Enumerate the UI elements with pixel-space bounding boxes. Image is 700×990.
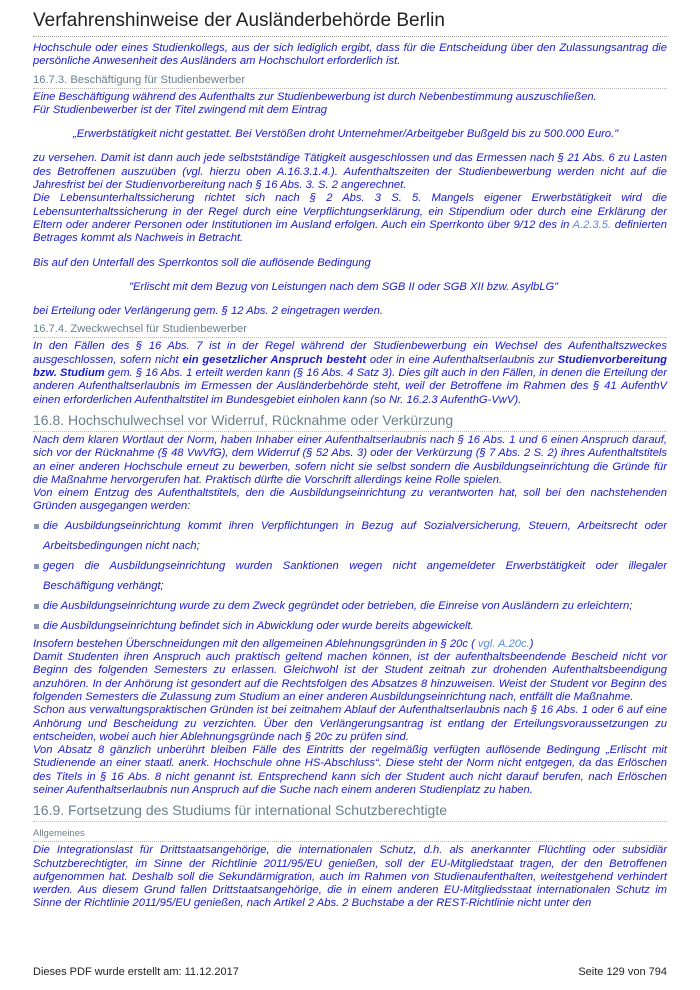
subsection-heading: Allgemeines xyxy=(33,828,667,842)
paragraph: Die Lebensunterhaltssicherung richtet sich nach § 2 Abs. 3 S. 5. Mangels eigener Erwerbstätigkeit wird die Lebensunterhaltssicherung in der Regel durch eine Verpflichtungserklärung, ein Stipendium oder durch eine Erklärung der Eltern oder anderer Personen oder Institutionen im Ausland erfolgen. Auch ein Sperrkonto über 9/12 des in A.2.3.5. definierten Betrages kommt als Nachweis in Betracht. xyxy=(33,192,667,245)
paragraph: Insofern bestehen Überschneidungen mit den allgemeinen Ablehnungsgründen in § 20c ( vgl. A.20c.) xyxy=(33,637,534,650)
paragraph: Damit Studenten ihren Anspruch auch praktisch geltend machen können, ist der aufenthaltsbeendende Bescheid nicht vor Beginn des folgenden Semesters zu erlassen. Gleichwohl ist der Student zeitnah zur drohenden Aufenthaltsbeendigung anzuhören. In der Anhörung ist gesondert auf die Rechtsfolgen des Absatzes 8 hinzuweisen. Weist der Student vor Beginn des folgenden Semesters die Zulassung zum Studium an einer anderen Ausbildungseinrichtung nach, entfällt die Maßnahme. xyxy=(33,651,667,703)
paragraph: In den Fällen des § 16 Abs. 7 ist in der Regel während der Studienbewerbung ein Wechsel des Aufenthaltszweckes ausgeschlossen, sofern nicht ein gesetzlicher Anspruch besteht oder in eine Aufenthaltserlaubnis zur Studienvorbereitung bzw. Studium gem. § 16 Abs. 1 erteilt werden kann (§ 16 Abs. 4 Satz 3). Dies gilt auch in den Fällen, in denen die Erteilung der anderen Aufenthaltserlaubnis im Ermessen der Ausländerbehörde steht, weil der Betroffene im Rahmen des § 41 AufenthV einen erforderlichen Aufenthaltstitel im Bundesgebiet einholen kann (so Nr. 16.2.3 AufenthG-VwV). xyxy=(33,340,668,406)
paragraph: zu versehen. Damit ist dann auch jede selbstständige Tätigkeit ausgeschlossen und das Ermessen nach § 21 Abs. 6 zu Lasten des Betroffenen auszuüben (vgl. hierzu oben A.16.3.1.4.). Aufenthaltszeiten der Studienbewerbung werden nicht auf die Jahresfrist bei der Studienvorbereitung nach § 16 Abs. 3. S. 2 angerechnet. xyxy=(33,152,667,192)
paragraph: Für Studienbewerber ist der Titel zwingend mit dem Eintrag xyxy=(33,103,328,116)
reference-link[interactable]: vgl. A.20c. xyxy=(477,637,530,650)
document-page xyxy=(33,10,667,911)
list-item: die Ausbildungseinrichtung befindet sich in Abwicklung oder wurde bereits abgewickelt. xyxy=(33,616,667,636)
paragraph: Die Integrationslast für Drittstaatsangehörige, die internationalen Schutz, d.h. als anerkannter Flüchtling oder subsidiär Schutzberechtigter, im Sinne der Richtlinie 2011/95/EU genießen, soll der EU-Mitgliedstaat tragen, der den Betroffenen aufgenommen hat. Deshalb soll die Sekundärmigration, auch im Rahmen von Studienaufenthalten, weitestgehend verhindert werden. Aus diesem Grund fallen Drittstaatsangehörige, die in einem anderen EU-Mitgliedsstaat internationalen Schutz im Sinne der Richtlinie 2011/95/EU genießen, nach Artikel 2 Abs. 2 Buchstabe a der REST-Richtlinie nicht unter den xyxy=(33,844,667,910)
paragraph: Eine Beschäftigung während des Aufenthalts zur Studienbewerbung ist durch Nebenbestimmung auszuschließen. xyxy=(33,90,597,103)
paragraph: Von Absatz 8 gänzlich unberührt bleiben Fälle des Eintritts der regelmäßig verfügten auflösende Bedingung „Erlischt mit Studienende an einer staatl. anerk. Hochschule ohne HS-Abschluss“. Diese steht der Norm nicht entgegen, da das Erlöschen des Titels in § 16 Abs. 8 nicht genannt ist. Entsprechend kann sich der Student auch nicht darauf berufen, nach Erlöschen seiner Aufenthaltserlaubnis nun Anspruch auf die Suche nach einem anderen Studienplatz zu haben. xyxy=(33,744,667,796)
bullet-list xyxy=(33,516,667,636)
paragraph: Nach dem klaren Wortlaut der Norm, haben Inhaber einer Aufenthaltserlaubnis nach § 16 Abs. 1 und 6 einen Anspruch darauf, sich vor der Rücknahme (§ 48 VwVfG), dem Widerruf (§ 52 Abs. 3) oder der Verkürzung (§ 7 Abs. 2 S. 2) ihres Aufenthaltstitels an einer anderen Hochschule erneut zu bewerben, sofern nicht sie selbst sondern die Ausbildungseinrichtung die Gründe für die Maßnahme hervorgerufen hat. Praktisch dürfte die Vorschrift allerdings keine Rolle spielen. xyxy=(33,433,667,486)
quote-block: "Erlischt mit dem Bezug von Leistungen nach dem SGB II oder SGB XII bzw. AsylbLG" xyxy=(129,280,559,293)
list-item: die Ausbildungseinrichtung kommt ihren Verpflichtungen in Bezug auf Sozialversicherung, Steuern, Arbeitsrecht oder Arbeitsbedingungen nicht nach; xyxy=(33,516,667,556)
page-number: Seite 129 von 794 xyxy=(578,966,667,978)
list-item: die Ausbildungseinrichtung wurde zu dem Zweck gegründet oder betrieben, die Einreise von Ausländern zu erleichtern; xyxy=(33,596,667,616)
section-heading-16-7-3: 16.7.3. Beschäftigung für Studienbewerber xyxy=(33,73,667,89)
paragraph: Schon aus verwaltungspraktischen Gründen ist bei zeitnahem Ablauf der Aufenthaltserlaubnis nach § 16 Abs. 1 oder 6 auf eine Anhörung und Bescheidung zu verzichten. Über den Verlängerungsantrag ist entlang der Erteilungsvoraussetzungen zu entscheiden, wobei auch hier Ablehnungsgründe nach § 20c zu prüfen sind. xyxy=(33,704,667,743)
paragraph: Von einem Entzug des Aufenthaltstitels, den die Ausbildungseinrichtung zu verantworten hat, soll bei den nachstehenden Gründen ausgegangen werden: xyxy=(33,487,667,513)
quote-block: „Erwerbstätigkeit nicht gestattet. Bei Verstößen droht Unternehmer/Arbeitgeber Bußgeld bis zu 500.000 Euro." xyxy=(73,128,619,141)
section-heading-16-8: 16.8. Hochschulwechsel vor Widerruf, Rücknahme oder Verkürzung xyxy=(33,411,667,432)
section-heading-16-7-4: 16.7.4. Zweckwechsel für Studienbewerber xyxy=(33,322,667,338)
page-title: Verfahrenshinweise der Ausländerbehörde Berlin xyxy=(33,10,667,37)
bullet-icon xyxy=(34,564,39,569)
paragraph: bei Erteilung oder Verlängerung gem. § 12 Abs. 2 eingetragen werden. xyxy=(33,305,383,318)
bullet-icon xyxy=(34,604,39,609)
bullet-icon xyxy=(34,624,39,629)
intro-paragraph: Hochschule oder eines Studienkollegs, aus der sich lediglich ergibt, dass für die Entscheidung über den Zulassungsantrag die persönliche Anwesenheit des Ausländers am Hochschulort erforderlich ist. xyxy=(33,42,667,68)
bullet-icon xyxy=(34,524,39,529)
section-heading-16-9: 16.9. Fortsetzung des Studiums für international Schutzberechtigte xyxy=(33,801,667,822)
list-item: gegen die Ausbildungseinrichtung wurden Sanktionen wegen nicht angemeldeter Erwerbstätigkeit oder illegaler Beschäftigung verhängt; xyxy=(33,556,667,596)
page-footer xyxy=(33,966,667,978)
reference-link[interactable]: A.2.3.5. xyxy=(572,218,612,231)
created-date: Dieses PDF wurde erstellt am: 11.12.2017 xyxy=(33,966,239,978)
paragraph: Bis auf den Unterfall des Sperrkontos soll die auflösende Bedingung xyxy=(33,256,371,269)
